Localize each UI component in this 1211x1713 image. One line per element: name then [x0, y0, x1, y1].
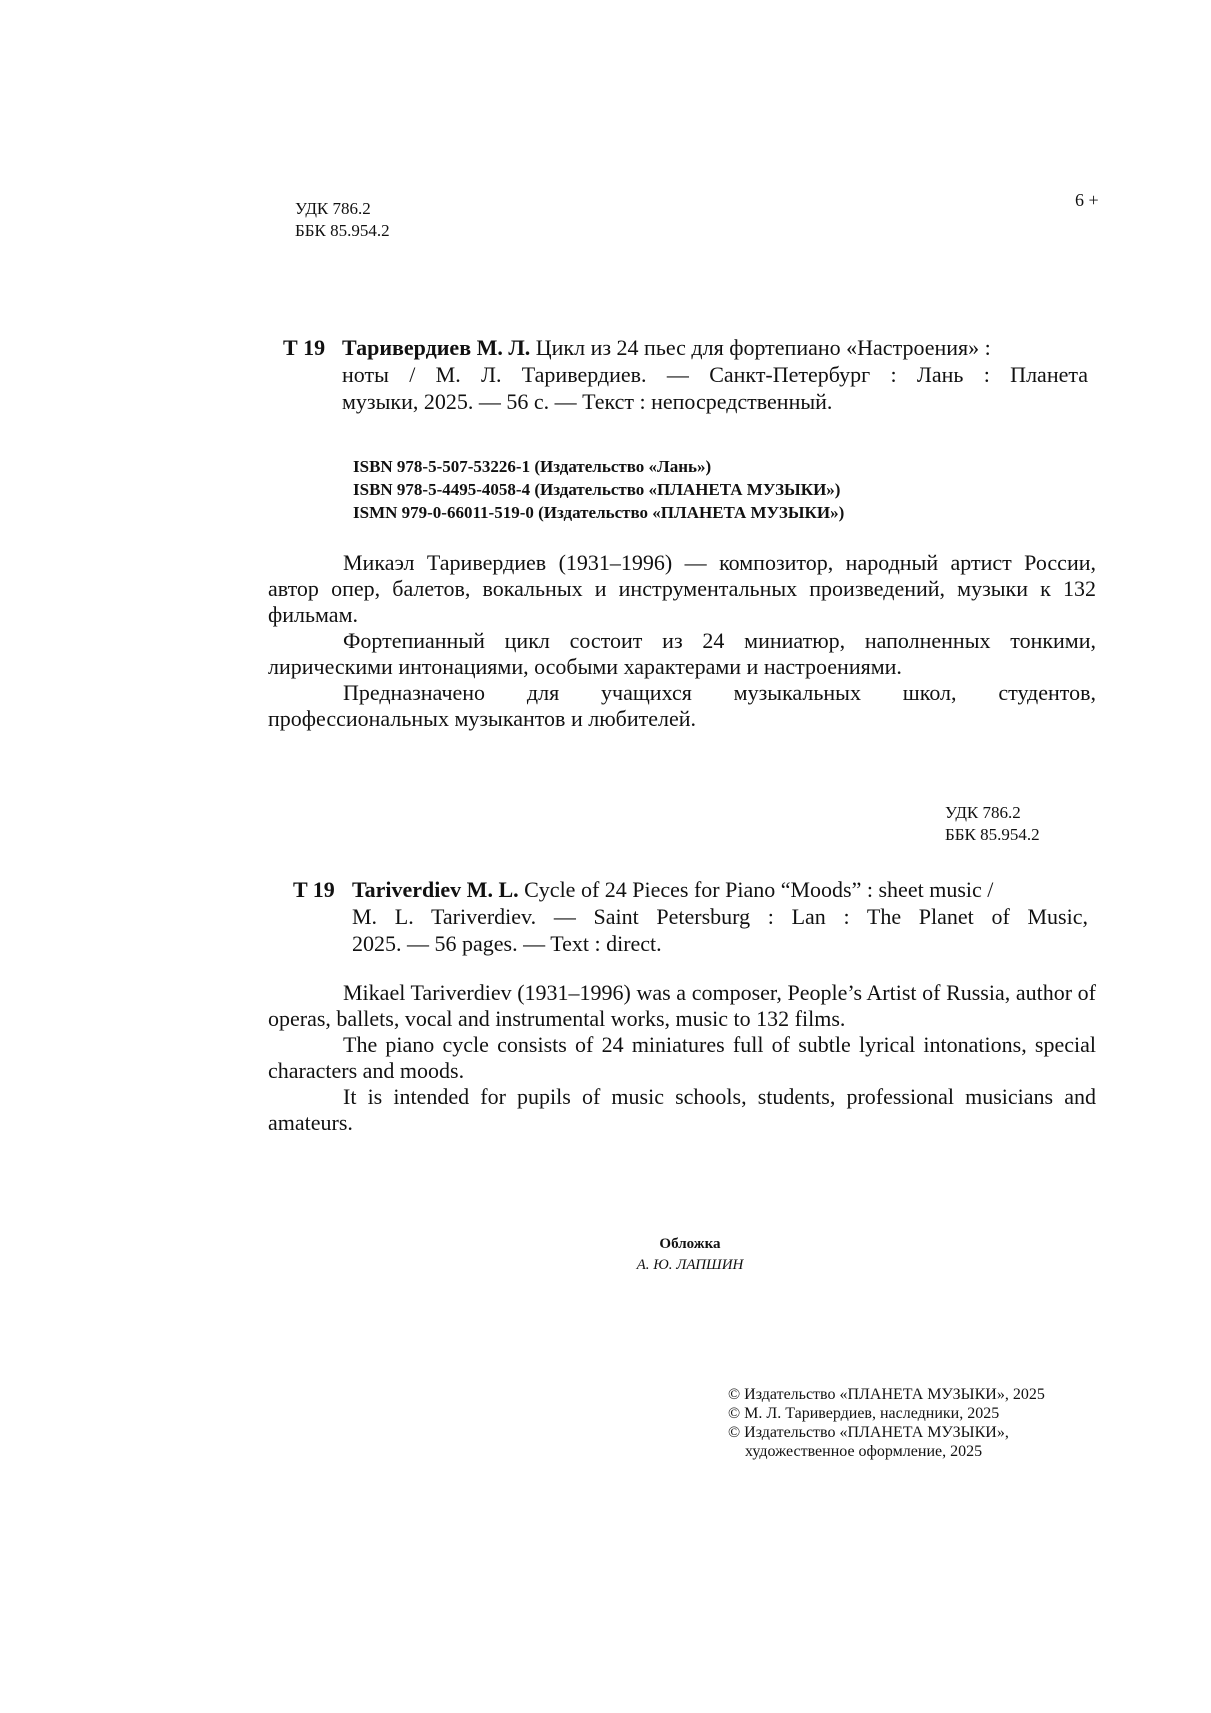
classification-block-mid	[945, 802, 1040, 846]
entry-ru-line-3: музыки, 2025. — 56 с. — Текст : непосредственный.	[342, 389, 833, 414]
classification-block-top	[295, 198, 390, 242]
copyright-block	[728, 1385, 1045, 1461]
annotation-ru-para-3: Предназначено для учащихся музыкальных школ, студентов, профессиональных музыкантов и любителей.	[268, 680, 1096, 731]
annotation-en-para-2: The piano cycle consists of 24 miniatures full of subtle lyrical intonations, special characters and moods.	[268, 1032, 1096, 1083]
author-name-ru: Таривердиев М. Л.	[342, 335, 531, 360]
annotation-ru	[268, 550, 1096, 732]
entry-ru-line-1	[342, 334, 1088, 361]
annotation-en	[268, 980, 1096, 1136]
age-rating: 6 +	[1075, 190, 1099, 210]
title-en: Cycle of 24 Pieces for Piano “Moods” : sheet music /	[524, 877, 994, 902]
entry-en-line-3: 2025. — 56 pages. — Text : direct.	[352, 931, 662, 956]
udk-code: УДК 786.2	[295, 199, 371, 218]
entry-en-line-1	[352, 876, 1088, 903]
udk-code-en: УДК 786.2	[945, 803, 1021, 822]
copyright-line-1: © Издательство «ПЛАНЕТА МУЗЫКИ», 2025	[728, 1386, 1045, 1403]
author-mark-en: T 19	[293, 877, 335, 902]
title-ru: Цикл из 24 пьес для фортепиано «Настроения» :	[535, 335, 991, 360]
identifier-block	[353, 455, 844, 524]
entry-en-line-2: M. L. Tariverdiev. — Saint Petersburg : Lan : The Planet of Music,	[352, 904, 1088, 929]
cover-designer: А. Ю. ЛАПШИН	[636, 1257, 744, 1273]
isbn-planeta: ISBN 978-5-4495-4058-4 (Издательство «ПЛАНЕТА МУЗЫКИ»)	[353, 480, 841, 499]
annotation-ru-para-2: Фортепианный цикл состоит из 24 миниатюр, наполненных тонкими, лирическими интонациями, особыми характерами и настроениями.	[268, 628, 1096, 679]
ismn-planeta: ISMN 979-0-66011-519-0 (Издательство «ПЛАНЕТА МУЗЫКИ»)	[353, 503, 845, 522]
annotation-ru-para-1: Микаэл Таривердиев (1931–1996) — композитор, народный артист России, автор опер, балетов, вокальных и инструментальных произведений, музыки к 132 фильмам.	[268, 550, 1096, 627]
cover-label: Обложка	[659, 1236, 721, 1252]
bibliographic-entry-en	[293, 876, 1088, 957]
isbn-lan: ISBN 978-5-507-53226-1 (Издательство «Лань»)	[353, 457, 712, 476]
bbk-code: ББК 85.954.2	[295, 221, 390, 240]
bibliographic-entry-ru	[283, 334, 1088, 415]
annotation-en-para-1: Mikael Tariverdiev (1931–1996) was a composer, People’s Artist of Russia, author of operas, ballets, vocal and instrumental works, music to 132 films.	[268, 980, 1096, 1031]
author-mark-ru: Т 19	[283, 335, 326, 360]
copyright-line-3: © Издательство «ПЛАНЕТА МУЗЫКИ»,	[728, 1424, 1009, 1441]
bbk-code-en: ББК 85.954.2	[945, 825, 1040, 844]
annotation-en-para-3: It is intended for pupils of music schools, students, professional musicians and amateurs.	[268, 1084, 1096, 1135]
copyright-line-2: © М. Л. Таривердиев, наследники, 2025	[728, 1405, 1000, 1422]
cover-credit	[560, 1234, 820, 1276]
entry-ru-line-2: ноты / М. Л. Таривердиев. — Санкт-Петербург : Лань : Планета	[342, 362, 1088, 387]
copyright-line-4: художественное оформление, 2025	[745, 1443, 983, 1460]
author-name-en: Tariverdiev M. L.	[352, 877, 519, 902]
